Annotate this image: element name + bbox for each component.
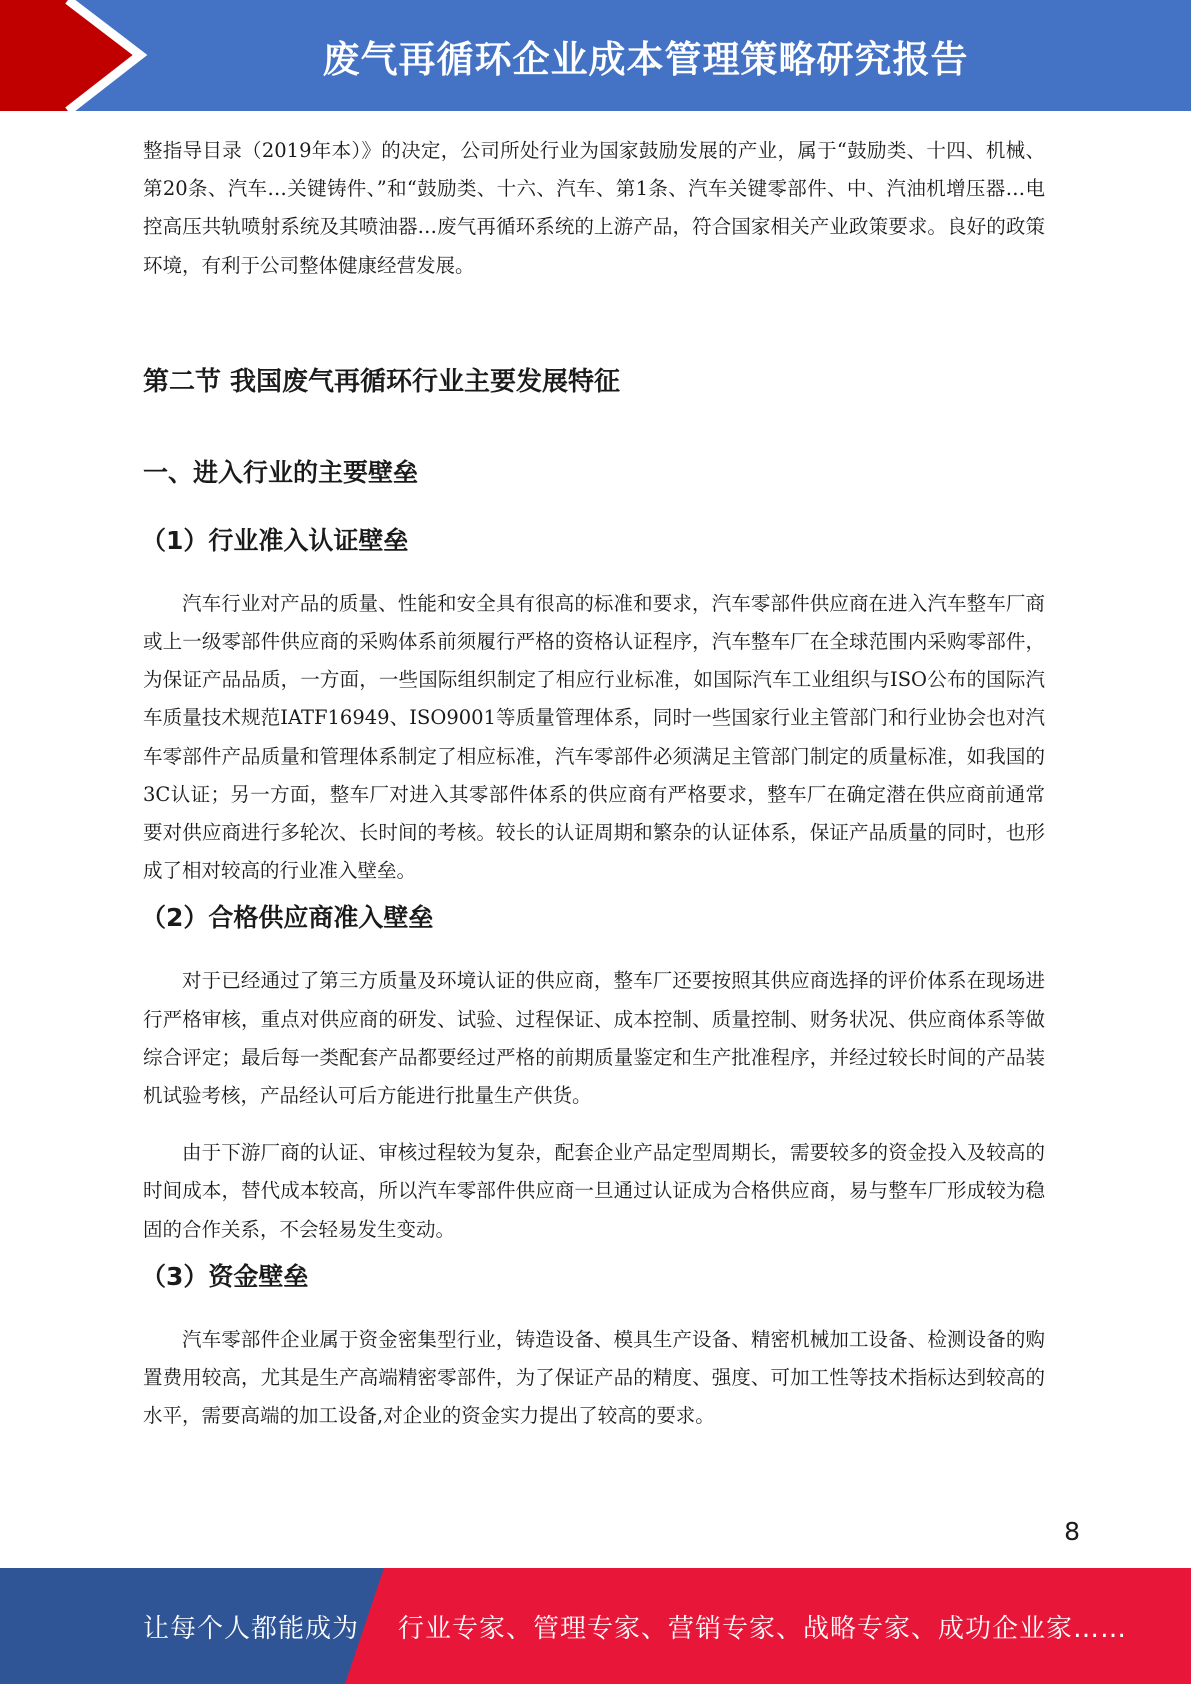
barrier-2-paragraph-1: 对于已经通过了第三方质量及环境认证的供应商，整车厂还要按照其供应商选择的评价体系在现场进行严格审核，重点对供应商的研发、试验、过程保证、成本控制、质量控制、财务状况、供应商体系等做综合评定；最后每一类配套产品都要经过严格的前期质量鉴定和生产批准程序，并经过较长时间的产品装机试验考核，产品经认可后方能进行批量生产供货。 [143, 969, 1045, 1108]
section-title: 第二节 我国废气再循环行业主要发展特征 [143, 366, 621, 397]
barrier-3-paragraph: 汽车零部件企业属于资金密集型行业，铸造设备、模具生产设备、精密机械加工设备、检测设备的购置费用较高，尤其是生产高端精密零部件，为了保证产品的精度、强度、可加工性等技术指标达到较高的水平，需要高端的加工设备,对企业的资金实力提出了较高的要求。 [143, 1327, 1045, 1428]
document-body [143, 132, 1045, 1435]
intro-paragraph: 整指导目录（2019年本）》的决定，公司所处行业为国家鼓励发展的产业，属于“鼓励类、十四、机械、第20条、汽车…关键铸件、”和“鼓励类、十六、汽车、第1条、汽车关键零部件、中、汽油机增压器…电控高压共轨喷射系统及其喷油器…废气再循环系统的上游产品，符合国家相关产业政策要求。良好的政策环境，有利于公司整体健康经营发展。 [143, 139, 1045, 277]
barrier-1-title: （1）行业准入认证壁垒 [141, 525, 409, 555]
subsection-title: 一、进入行业的主要壁垒 [143, 457, 419, 487]
report-title: 废气再循环企业成本管理策略研究报告 [322, 37, 969, 81]
page-number: 8 [1064, 1517, 1080, 1546]
barrier-2-paragraph-2: 由于下游厂商的认证、审核过程较为复杂，配套企业产品定型周期长，需要较多的资金投入及较高的时间成本，替代成本较高，所以汽车零部件供应商一旦通过认证成为合格供应商，易与整车厂形成较为稳固的合作关系，不会轻易发生变动。 [143, 1141, 1045, 1241]
page-header [0, 0, 1191, 111]
footer-slogan-right: 行业专家、管理专家、营销专家、战略专家、成功企业家…… [398, 1613, 1128, 1644]
barrier-1-paragraph: 汽车行业对产品的质量、性能和安全具有很高的标准和要求，汽车零部件供应商在进入汽车整车厂商或上一级零部件供应商的采购体系前须履行严格的资格认证程序，汽车整车厂在全球范围内采购零部件，为保证产品品质，一方面，一些国际组织制定了相应行业标准，如国际汽车工业组织与ISO公布的国际汽车质量技术规范IATF16949、ISO9001等质量管理体系，同时一些国家行业主管部门和行业协会也对汽车零部件产品质量和管理体系制定了相应标准，汽车零部件必须满足主管部门制定的质量标准，如我国的3C认证；另一方面，整车厂对进入其零部件体系的供应商有严格要求，整车厂在确定潜在供应商前通常要对供应商进行多轮次、长时间的考核。较长的认证周期和繁杂的认证体系，保证产品质量的同时，也形成了相对较高的行业准入壁垒。 [143, 591, 1045, 883]
footer-slogan-left: 让每个人都能成为 [143, 1613, 360, 1644]
barrier-3-title: （3）资金壁垒 [141, 1261, 309, 1291]
page-footer [0, 1568, 1191, 1684]
barrier-2-title: （2）合格供应商准入壁垒 [141, 903, 434, 933]
